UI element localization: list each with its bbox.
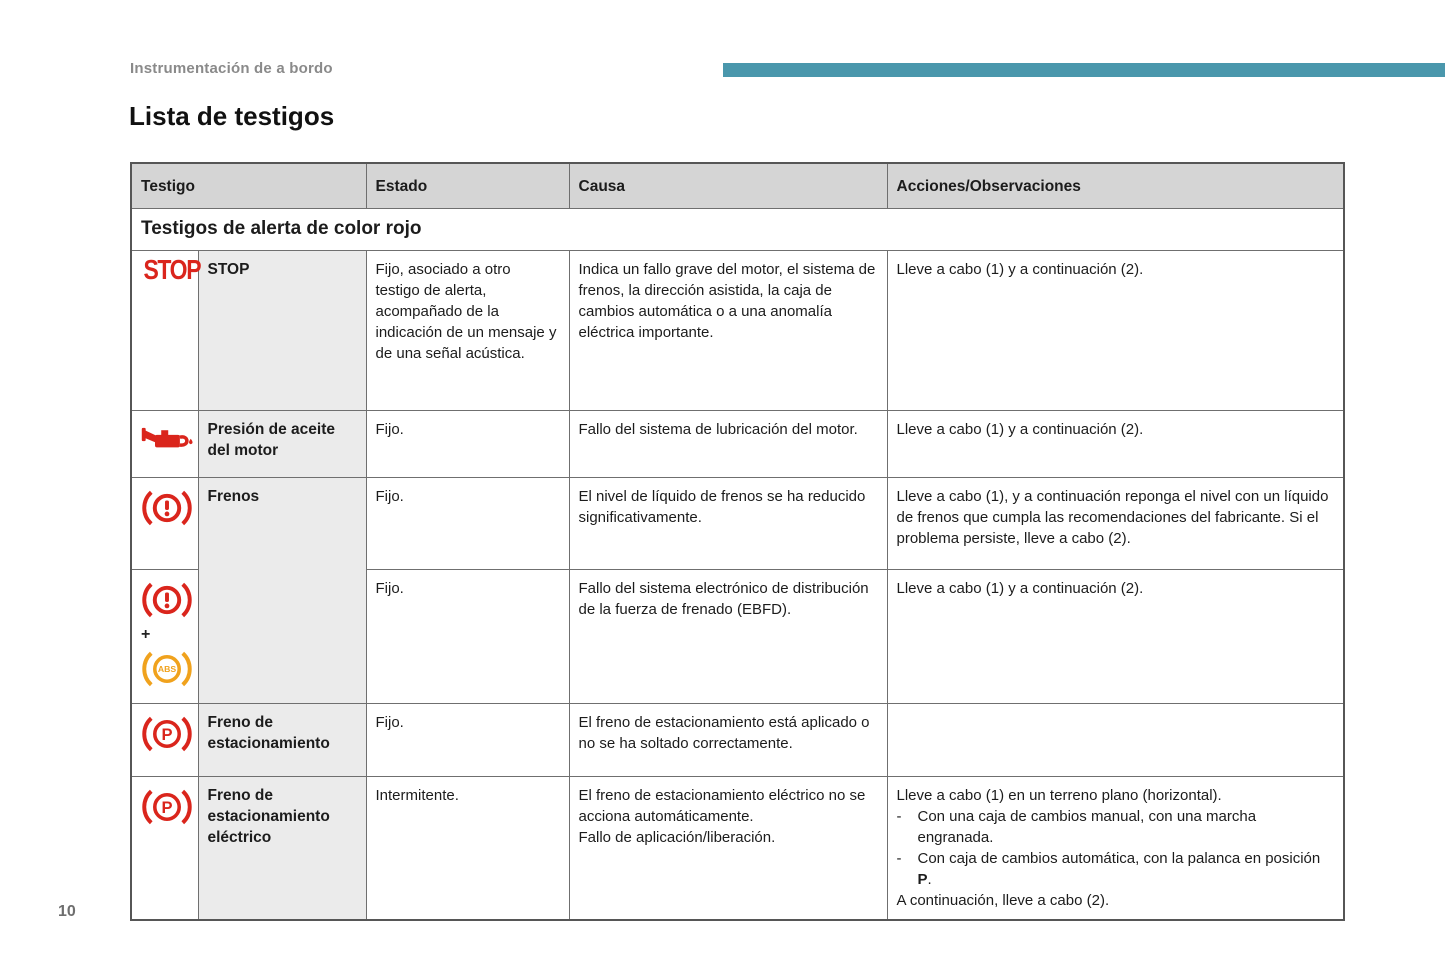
acciones-line: A continuación, lleve a cabo (2). — [896, 891, 1110, 909]
page-title: Lista de testigos — [129, 101, 335, 131]
acciones-cell — [887, 703, 1344, 776]
estado-cell: Intermitente. — [366, 776, 569, 920]
estado-cell: Fijo. — [366, 703, 569, 776]
causa-cell: Indica un fallo grave del motor, el sistema de frenos, la dirección asistida, la caja de cambios automática o a una anomalía eléctrica importante. — [569, 250, 887, 410]
causa-line: Fallo de aplicación/liberación. — [578, 828, 776, 846]
warning-lights-table — [130, 162, 1345, 921]
svg-text:P: P — [161, 724, 173, 744]
estado-cell: Fijo. — [366, 477, 569, 569]
testigo-name: Frenos — [198, 477, 366, 703]
table-row-electric-parking-brake — [131, 776, 1344, 920]
col-header-acciones: Acciones/Observaciones — [887, 163, 1344, 208]
oil-pressure-warning-icon — [131, 410, 198, 477]
acciones-cell: Lleve a cabo (1) y a continuación (2). — [887, 250, 1344, 410]
causa-cell — [569, 776, 887, 920]
parking-brake-warning-icon — [131, 776, 198, 920]
brake-warning-icon — [131, 477, 198, 569]
table-row-parking-brake — [131, 703, 1344, 776]
testigo-name: Freno de estacionamiento eléctrico — [198, 776, 366, 920]
estado-cell: Fijo. — [366, 569, 569, 703]
brake-plus-abs-icons — [131, 569, 198, 703]
col-header-testigo: Testigo — [131, 163, 366, 208]
table-row-brakes — [131, 477, 1344, 569]
table-header-row — [131, 163, 1344, 208]
table-row-oil-pressure — [131, 410, 1344, 477]
abs-warning-icon — [141, 647, 193, 691]
plus-sign: + — [141, 625, 151, 643]
section-title: Testigos de alerta de color rojo — [131, 208, 1344, 250]
causa-cell: El nivel de líquido de frenos se ha reducido significativamente. — [569, 477, 887, 569]
table-row-stop — [131, 250, 1344, 410]
acciones-cell — [887, 776, 1344, 920]
testigo-name: STOP — [198, 250, 366, 410]
causa-line: El freno de estacionamiento eléctrico no se acciona automáticamente. — [578, 786, 866, 825]
testigo-name: Presión de aceite del motor — [198, 410, 366, 477]
svg-text:P: P — [161, 797, 173, 817]
acciones-cell: Lleve a cabo (1), y a continuación reponga el nivel con un líquido de frenos que cumpla las recomendaciones del fabricante. Si el problema persiste, lleve a cabo (2). — [887, 477, 1344, 569]
header-accent-bar — [723, 63, 1445, 77]
brake-warning-icon — [141, 578, 193, 622]
col-header-causa: Causa — [569, 163, 887, 208]
causa-cell: El freno de estacionamiento está aplicado o no se ha soltado correctamente. — [569, 703, 887, 776]
page-number: 10 — [58, 903, 76, 920]
estado-cell: Fijo. — [366, 410, 569, 477]
acciones-bullet: - Con una caja de cambios manual, con una marcha engranada. — [896, 807, 1257, 846]
stop-warning-icon: STOP — [131, 250, 198, 410]
parking-brake-warning-icon — [131, 703, 198, 776]
acciones-bullet: - Con caja de cambios automática, con la palanca en posición P. — [896, 849, 1321, 888]
estado-cell: Fijo, asociado a otro testigo de alerta, acompañado de la indicación de un mensaje y de una señal acústica. — [366, 250, 569, 410]
acciones-cell: Lleve a cabo (1) y a continuación (2). — [887, 410, 1344, 477]
svg-text:ABS: ABS — [157, 663, 177, 674]
causa-cell: Fallo del sistema de lubricación del motor. — [569, 410, 887, 477]
acciones-line: Lleve a cabo (1) en un terreno plano (horizontal). — [896, 786, 1222, 804]
section-row — [131, 208, 1344, 250]
testigo-name: Freno de estacionamiento — [198, 703, 366, 776]
acciones-cell: Lleve a cabo (1) y a continuación (2). — [887, 569, 1344, 703]
causa-cell: Fallo del sistema electrónico de distribución de la fuerza de frenado (EBFD). — [569, 569, 887, 703]
breadcrumb: Instrumentación de a bordo — [130, 60, 333, 77]
col-header-estado: Estado — [366, 163, 569, 208]
